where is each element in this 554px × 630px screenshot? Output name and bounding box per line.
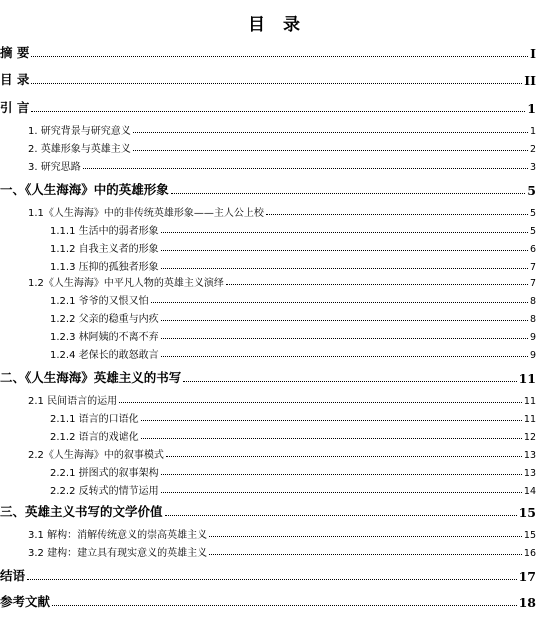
toc-entry[interactable]	[0, 312, 554, 325]
toc-dot-leader	[266, 214, 528, 215]
toc-page-number: 9	[529, 350, 536, 361]
toc-entry[interactable]	[0, 504, 554, 520]
toc-entry-label: 1.1.1 生活中的弱者形象	[50, 226, 159, 237]
toc-page-number: 12	[523, 432, 536, 443]
toc-dot-leader	[161, 232, 528, 233]
toc-dot-leader	[161, 268, 528, 269]
toc-page-number: 18	[518, 595, 536, 610]
toc-dot-leader	[165, 515, 517, 516]
toc-entry-label: 1.1《人生海海》中的非传统英雄形象——主人公上校	[28, 208, 264, 219]
toc-dot-leader	[31, 111, 525, 112]
toc-entry[interactable]	[0, 182, 554, 198]
toc-entry-label: 1.2.3 林阿姨的不离不弃	[50, 332, 159, 343]
toc-entry[interactable]	[0, 242, 554, 255]
toc-entry[interactable]	[0, 224, 554, 237]
toc-entry[interactable]	[0, 394, 554, 407]
toc-entry-label: 3.2 建构：建立具有现实意义的英雄主义	[28, 548, 208, 559]
toc-entry[interactable]	[0, 484, 554, 497]
toc-dot-leader	[166, 456, 522, 457]
toc-page-number: 11	[523, 396, 536, 407]
toc-entry-label: 1.2《人生海海》中平凡人物的英雄主义演绎	[28, 278, 224, 289]
toc-entry-label: 1.1.2 自我主义者的形象	[50, 244, 159, 255]
toc-page-number: 16	[523, 548, 536, 559]
toc-entry-label: 2.2.2 反转式的情节运用	[50, 486, 159, 497]
toc-page-number: 1	[527, 101, 536, 116]
toc-entry[interactable]	[0, 370, 554, 386]
toc-entry-label: 1.1.3 压抑的孤独者形象	[50, 262, 159, 273]
toc-entry-label: 3. 研究思路	[28, 162, 81, 173]
toc-dot-leader	[133, 150, 528, 151]
toc-dot-leader	[161, 474, 522, 475]
toc-entry-label: 2.2《人生海海》中的叙事模式	[28, 450, 164, 461]
toc-entry-label: 2. 英雄形象与英雄主义	[28, 144, 131, 155]
toc-entry[interactable]	[0, 412, 554, 425]
toc-page-number: 15	[523, 530, 536, 541]
toc-entry[interactable]	[0, 466, 554, 479]
toc-entry-label: 引 言	[0, 100, 30, 115]
toc-page-number: 11	[523, 414, 536, 425]
toc-page-number: 3	[529, 162, 536, 173]
toc-entry-label: 2.2.1 拼图式的叙事架构	[50, 468, 159, 479]
toc-dot-leader	[133, 132, 528, 133]
toc-entry-label: 1.2.2 父亲的稳重与内疚	[50, 314, 159, 325]
toc-entry[interactable]	[0, 448, 554, 461]
toc-dot-leader	[52, 605, 517, 606]
toc-dot-leader	[31, 83, 522, 84]
toc-dot-leader	[151, 302, 528, 303]
toc-entry-label: 3.1 解构：消解传统意义的崇高英雄主义	[28, 530, 208, 541]
toc-entry[interactable]	[0, 206, 554, 219]
toc-dot-leader	[161, 492, 522, 493]
toc-entry[interactable]	[0, 142, 554, 155]
toc-entry[interactable]	[0, 72, 554, 88]
toc-page-number: 7	[529, 262, 536, 273]
toc-entry[interactable]	[0, 430, 554, 443]
toc-entry[interactable]	[0, 546, 554, 559]
toc-dot-leader	[161, 338, 528, 339]
toc-dot-leader	[141, 438, 522, 439]
toc-entry[interactable]	[0, 100, 554, 116]
toc-entry[interactable]	[0, 260, 554, 273]
toc-page-number: 6	[529, 244, 536, 255]
toc-dot-leader	[31, 56, 528, 57]
toc-dot-leader	[27, 579, 517, 580]
toc-page-number: II	[524, 73, 536, 88]
toc-page-number: I	[530, 46, 536, 61]
toc-entry-label: 二、《人生海海》英雄主义的书写	[0, 370, 182, 385]
toc-page-number: 5	[529, 208, 536, 219]
toc-page-number: 8	[529, 296, 536, 307]
toc-entry-label: 结语	[0, 568, 26, 583]
toc-page-number: 11	[518, 371, 536, 386]
toc-dot-leader	[141, 420, 522, 421]
toc-page-number: 7	[529, 278, 536, 289]
toc-dot-leader	[183, 381, 516, 382]
toc-entry-label: 2.1.2 语言的戏谑化	[50, 432, 139, 443]
toc-entry[interactable]	[0, 594, 554, 610]
toc-page-number: 15	[518, 505, 536, 520]
toc-entry[interactable]	[0, 294, 554, 307]
toc-entry[interactable]	[0, 528, 554, 541]
toc-entry[interactable]	[0, 330, 554, 343]
toc-page-number: 2	[529, 144, 536, 155]
toc-entry[interactable]	[0, 568, 554, 584]
toc-page-number: 14	[523, 486, 536, 497]
toc-entry[interactable]	[0, 276, 554, 289]
toc-dot-leader	[83, 168, 528, 169]
toc-page-number: 8	[529, 314, 536, 325]
toc-entry[interactable]	[0, 160, 554, 173]
toc-dot-leader	[171, 193, 526, 194]
toc-entry-label: 摘 要	[0, 45, 30, 60]
toc-entry[interactable]	[0, 348, 554, 361]
toc-page-number: 13	[523, 450, 536, 461]
toc-dot-leader	[161, 356, 528, 357]
toc-entry-label: 2.1 民间语言的运用	[28, 396, 118, 407]
toc-page-number: 13	[523, 468, 536, 479]
toc-dot-leader	[119, 402, 522, 403]
toc-page-number: 17	[518, 569, 536, 584]
toc-entry-label: 2.1.1 语言的口语化	[50, 414, 139, 425]
toc-entry[interactable]	[0, 45, 554, 61]
toc-entry-label: 1.2.4 老保长的敢怒敢言	[50, 350, 159, 361]
toc-dot-leader	[161, 320, 528, 321]
toc-title: 目 录	[248, 15, 306, 35]
toc-page-number: 9	[529, 332, 536, 343]
toc-dot-leader	[161, 250, 528, 251]
toc-entry-label: 参考文献	[0, 594, 51, 609]
toc-page-number: 5	[527, 183, 536, 198]
toc-entry[interactable]	[0, 124, 554, 137]
toc-entry-label: 目 录	[0, 72, 30, 87]
toc-dot-leader	[226, 284, 528, 285]
toc-entry-label: 一、《人生海海》中的英雄形象	[0, 182, 169, 197]
toc-entry-label: 1. 研究背景与研究意义	[28, 126, 131, 137]
toc-page-number: 1	[529, 126, 536, 137]
toc-entry-label: 1.2.1 爷爷的又恨又怕	[50, 296, 149, 307]
toc-page-number: 5	[529, 226, 536, 237]
toc-dot-leader	[209, 536, 522, 537]
toc-entry-label: 三、英雄主义书写的文学价值	[0, 504, 163, 519]
toc-dot-leader	[209, 554, 522, 555]
